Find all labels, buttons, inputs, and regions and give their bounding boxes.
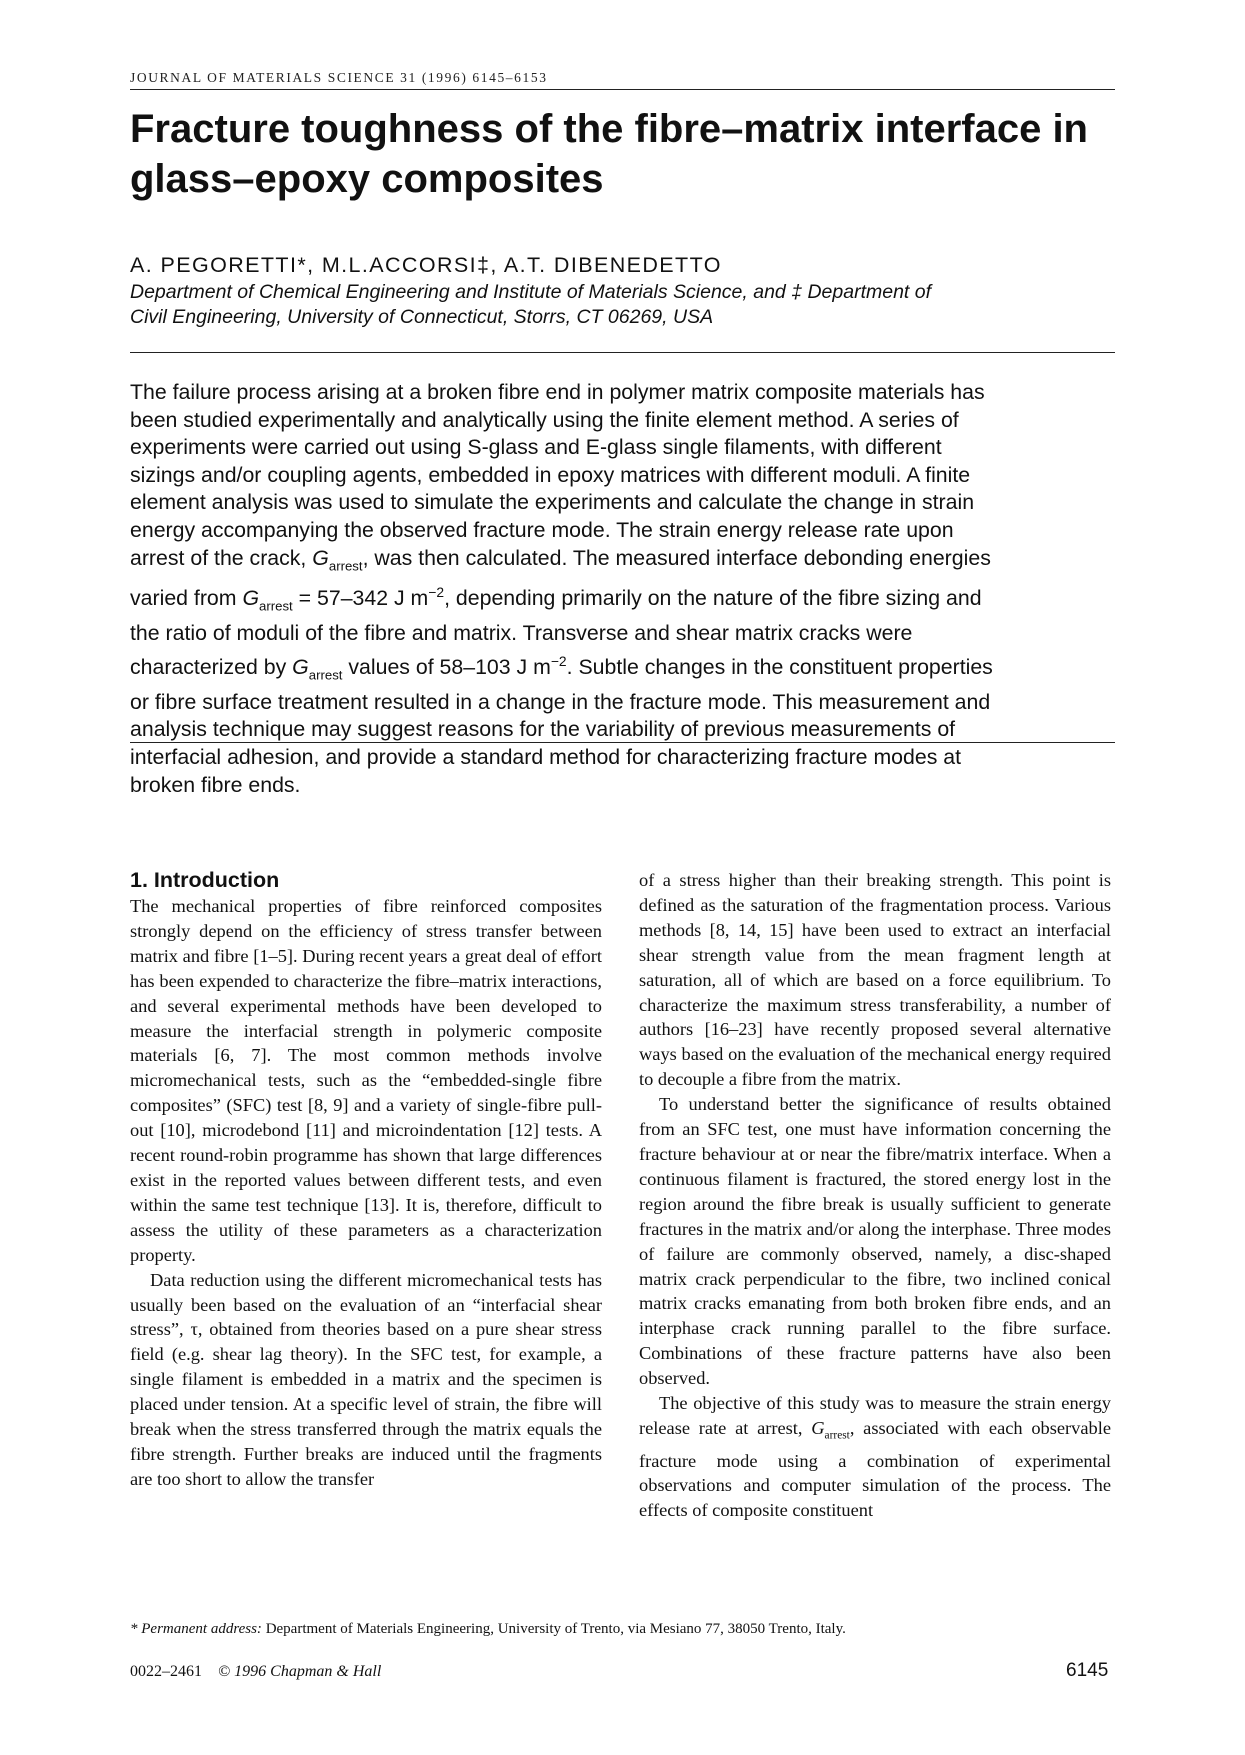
footer-copyright: © 1996 Chapman & Hall: [218, 1663, 382, 1680]
abstract-line: characterized by $G_{arrest}$ values of 58–103 J $m^{-2}$. Subtle changes in the constituent properties: [130, 652, 993, 683]
body-paragraph: The mechanical properties of fibre reinforced composites strongly depend on the efficiency of stress transfer between matrix and fibre [1–5]. During recent years a great deal of effort has been expended to characterize the fibre–matrix interactions, and several experimental methods have been developed to measure the interfacial strength in polymeric composite materials [6, 7]. The most common methods involve micromechanical tests, such as the “embedded-single fibre composites” (SFC) test [8, 9] and a variety of single-fibre pull-out [10], microdebond [11] and microindentation [12] tests. A recent round-robin programme has shown that large differences exist in the reported values between different tests, and even within the same test technique [13]. It is, therefore, difficult to assess the utility of these parameters as a characterization property.: [130, 896, 602, 1265]
abstract-line: or fibre surface treatment resulted in a change in the fracture mode. This measurement and: [130, 689, 991, 714]
abstract: [130, 379, 1120, 799]
affiliation: [130, 280, 1120, 330]
author-list: A. PEGORETTI*, M.L.ACCORSI‡, A.T. DIBENEDETTO: [130, 253, 722, 277]
title-line-2: glass–epoxy composites: [130, 157, 604, 201]
title-line-1: Fracture toughness of the fibre–matrix interface in: [130, 107, 1088, 151]
page-number: 6145: [1066, 1660, 1109, 1681]
body-paragraph: To understand better the significance of results obtained from an SFC test, one must have information concerning the fracture behaviour at or near the fibre/matrix interface. When a continuous filament is fractured, the stored energy lost in the region around the fibre break is usually sufficient to generate fractures in the matrix and/or along the interphase. Three modes of failure are commonly observed, namely, a disc-shaped matrix crack perpendicular to the fibre, two inclined conical matrix cracks emanating from both broken fibre ends, and an interphase crack running parallel to the fibre surface. Combinations of these fracture patterns have also been observed.: [639, 1094, 1111, 1389]
footer-issn: [130, 1663, 381, 1681]
affiliation-line-1: Department of Chemical Engineering and Institute of Materials Science, and ‡ Department of: [130, 281, 932, 303]
affiliation-line-2: Civil Engineering, University of Connecticut, Storrs, CT 06269, USA: [130, 306, 714, 328]
abstract-line: varied from $G_{arrest} = 57-342$ J $m^{-2}$, depending primarily on the nature of the fibre sizing and: [130, 584, 982, 614]
abstract-line: analysis technique may suggest reasons for the variability of previous measurements of: [130, 717, 956, 742]
section-heading: 1. Introduction: [130, 868, 280, 892]
body-paragraph: of a stress higher than their breaking strength. This point is defined as the saturation of the fragmentation process. Various methods [8, 14, 15] have been used to extract an interfacial shear strength value from the mean fragment length at saturation, all of which are based on a force equilibrium. To characterize the maximum stress transferability, a number of authors [16–23] have recently proposed several alternative ways based on the evaluation of the mechanical energy required to decouple a fibre from the matrix.: [639, 870, 1111, 1090]
running-head: JOURNAL OF MATERIALS SCIENCE 31 (1996) 6145–6153: [130, 70, 1115, 90]
abstract-top-rule: [130, 352, 1115, 353]
body-paragraph: The objective of this study was to measure the strain energy release rate at arrest, $G_{arrest}$, associated with each observable fracture mode using a combination of experimental observations and computer simulation of the process. The effects of composite constituent: [639, 1393, 1111, 1521]
abstract-line: energy accompanying the observed fracture mode. The strain energy release rate upon: [130, 517, 954, 542]
abstract-line: broken fibre ends.: [130, 772, 301, 797]
footnote: [130, 1621, 1115, 1638]
right-column: [639, 868, 1111, 1523]
left-column: [130, 867, 602, 1492]
abstract-line: element analysis was used to simulate the experiments and calculate the change in strain: [130, 490, 975, 515]
body-paragraph: Data reduction using the different micromechanical tests has usually been based on the evaluation of an “interfacial shear stress”, τ, obtained from theories based on a pure shear stress field (e.g. shear lag theory). In the SFC test, for example, a single filament is embedded in a matrix and the specimen is placed under tension. At a specific level of strain, the fibre will break when the stress transferred through the matrix equals the fibre strength. Further breaks are induced until the fragments are too short to allow the transfer: [130, 1269, 602, 1489]
abstract-bottom-rule: [130, 742, 1115, 743]
footer-code: 0022–2461: [130, 1663, 202, 1680]
article-title: [130, 104, 1130, 204]
abstract-line: The failure process arising at a broken fibre end in polymer matrix composite materials has: [130, 380, 985, 404]
footnote-label: * Permanent address:: [130, 1621, 262, 1637]
footnote-text: Department of Materials Engineering, University of Trento, via Mesiano 77, 38050 Trento, Italy.: [261, 1621, 846, 1637]
abstract-line: been studied experimentally and analytically using the finite element method. A series of: [130, 407, 959, 432]
abstract-line: arrest of the crack, $G_{arrest}$, was then calculated. The measured interface debonding energies: [130, 545, 991, 573]
abstract-line: sizings and/or coupling agents, embedded in epoxy matrices with different moduli. A finite: [130, 462, 971, 487]
abstract-line: experiments were carried out using S-glass and E-glass single filaments, with different: [130, 435, 942, 460]
abstract-line: interfacial adhesion, and provide a standard method for characterizing fracture modes at: [130, 745, 962, 770]
abstract-line: the ratio of moduli of the fibre and matrix. Transverse and shear matrix cracks were: [130, 621, 913, 646]
